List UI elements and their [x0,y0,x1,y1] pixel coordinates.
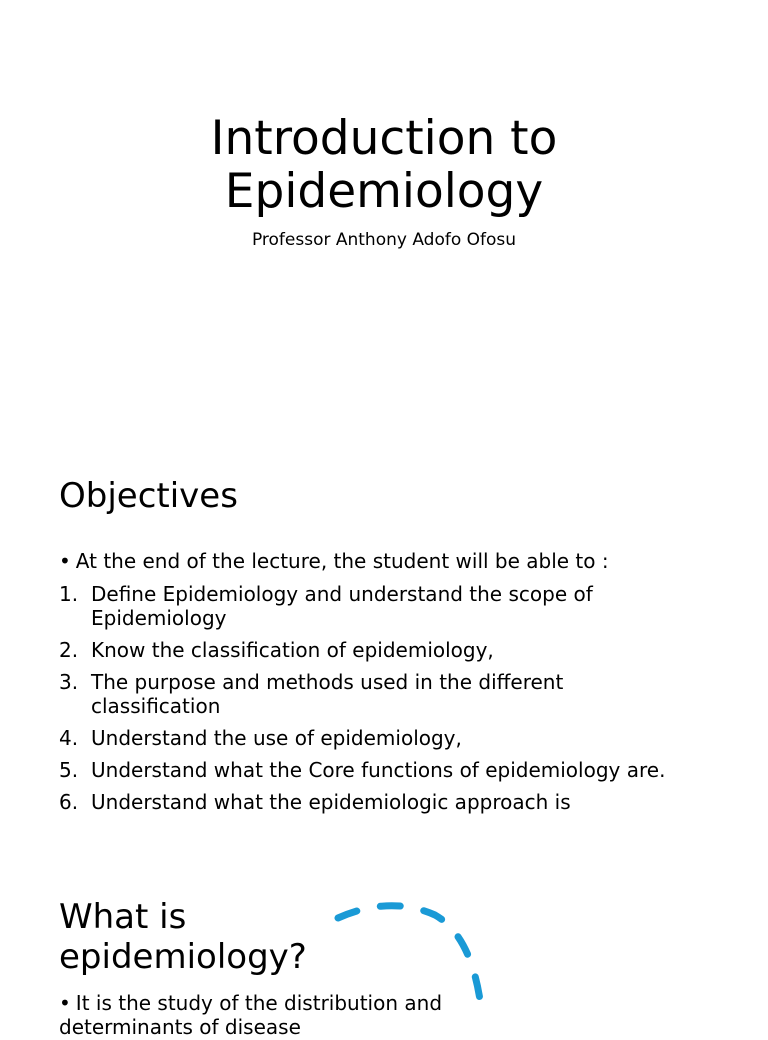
objective-text: Understand what the epidemiologic approach is [91,790,571,814]
title-line-2: Epidemiology [224,164,544,219]
bullet-glyph: • [59,991,71,1015]
what-heading-line-2: epidemiology? [59,937,307,977]
objectives-intro [59,549,609,573]
objective-item [59,790,699,814]
objective-number: 6. [59,790,79,814]
what-is-epidemiology-slide [0,860,768,1039]
what-bullet-text: It is the study of the distribution and determinants of disease [59,991,443,1039]
objective-item [59,726,699,750]
title-slide [0,0,768,440]
title-line-1: Introduction to [210,111,558,166]
bullet-glyph: • [59,549,71,573]
objective-item [59,758,699,782]
slide-subtitle: Professor Anthony Adofo Ofosu [251,230,517,250]
slide-title [0,112,768,218]
objectives-heading: Objectives [59,476,238,516]
objective-item [59,670,699,718]
objective-text: Understand the use of epidemiology, [91,726,462,750]
objective-text: Understand what the Core functions of epidemiology are. [91,758,666,782]
objective-number: 4. [59,726,79,750]
what-bullet-item [59,991,449,1039]
objective-item [59,638,699,662]
objective-number: 2. [59,638,79,662]
what-heading-line-1: What is [59,897,187,937]
objective-number: 5. [59,758,79,782]
objective-number: 1. [59,582,79,606]
objective-number: 3. [59,670,79,694]
objective-text: Define Epidemiology and understand the scope of Epidemiology [91,582,593,630]
objectives-slide [0,440,768,860]
objective-text: Know the classification of epidemiology, [91,638,494,662]
objectives-intro-text: At the end of the lecture, the student will be able to : [75,549,609,573]
objectives-list [59,582,699,822]
what-heading [59,897,307,977]
objective-item [59,582,699,630]
objective-text: The purpose and methods used in the different classification [91,670,564,718]
